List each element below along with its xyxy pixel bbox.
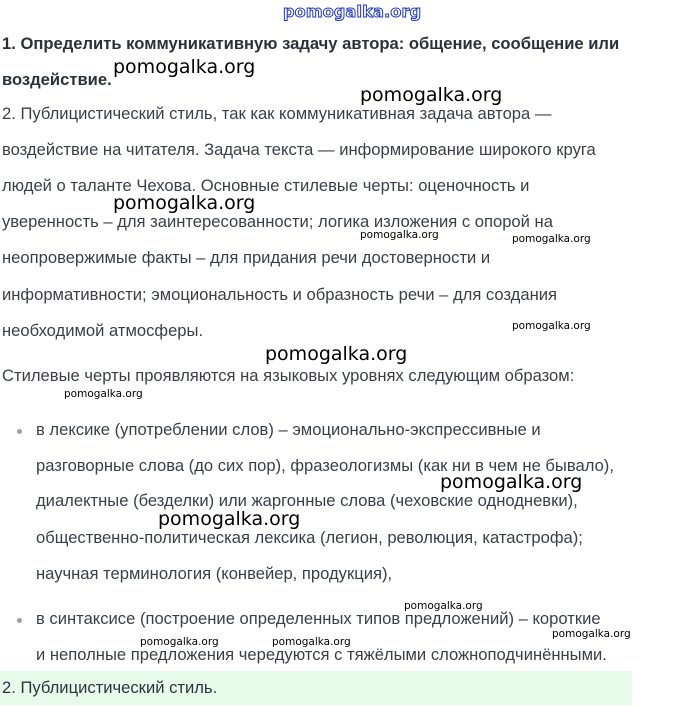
- watermark: pomogalka.org: [512, 233, 591, 245]
- watermark: pomogalka.org: [360, 84, 503, 106]
- item1-line-2: воздействие.: [2, 70, 112, 89]
- watermark: pomogalka.org: [552, 628, 631, 640]
- bullet2-line-2: и неполные предложения чередуются с тяжёлыми сложноподчинёнными.: [36, 645, 607, 664]
- watermark: pomogalka.org: [140, 636, 219, 648]
- bullet1-line-3: диалектные (безделки) или жаргонные слова (чеховские однодневки),: [36, 491, 578, 510]
- intro-text: Стилевые черты проявляются на языковых уровнях следующим образом:: [2, 366, 575, 385]
- answer-box: [0, 671, 632, 705]
- watermark: pomogalka.org: [272, 636, 351, 648]
- item2-line-5: неопровержимые факты – для придания речи достоверности и: [2, 248, 491, 267]
- item2-line-4: уверенность – для заинтересованности; логика изложения с опорой на: [2, 212, 553, 231]
- bullet1-line-4: общественно-политическая лексика (легион, революция, катастрофа);: [36, 528, 583, 547]
- bullet1-line-1: в лексике (употреблении слов) – эмоционально-экспрессивные и: [36, 420, 541, 439]
- item2-line-3: людей о таланте Чехова. Основные стилевые черты: оценочность и: [2, 176, 530, 195]
- item2-line-7: необходимой атмосферы.: [2, 321, 204, 340]
- watermark: pomogalka.org: [113, 56, 256, 78]
- bullet2-line-1: в синтаксисе (построение определенных типов предложений) – короткие: [36, 609, 601, 628]
- watermark: pomogalka.org: [265, 343, 408, 365]
- watermark: pomogalka.org: [113, 192, 256, 214]
- answer-text: 2. Публицистический стиль.: [2, 678, 218, 697]
- watermark: pomogalka.org: [440, 471, 583, 493]
- watermark: pomogalka.org: [158, 508, 301, 530]
- item1-line-1: 1. Определить коммуникативную задачу автора: общение, сообщение или: [2, 34, 620, 53]
- item2-line-6: информативности; эмоциональность и образность речи – для создания: [2, 285, 558, 304]
- bullet-dot-icon: [17, 429, 22, 434]
- watermark: pomogalka.org: [404, 600, 483, 612]
- bullet1-line-2: разговорные слова (до сих пор), фразеологизмы (как ни в чем не бывало),: [36, 456, 614, 475]
- bullet1-line-5: научная терминология (конвейер, продукция),: [36, 564, 393, 583]
- item2-line-2: воздействие на читателя. Задача текста — информирование широкого круга: [2, 140, 596, 159]
- item2-line-1: 2. Публицистический стиль, так как коммуникативная задача автора —: [2, 104, 552, 123]
- bullet-dot-icon: [17, 618, 22, 623]
- watermark: pomogalka.org: [512, 320, 591, 332]
- watermark-top: pomogalka.org: [283, 2, 422, 21]
- watermark: pomogalka.org: [64, 388, 143, 400]
- watermark: pomogalka.org: [360, 229, 439, 241]
